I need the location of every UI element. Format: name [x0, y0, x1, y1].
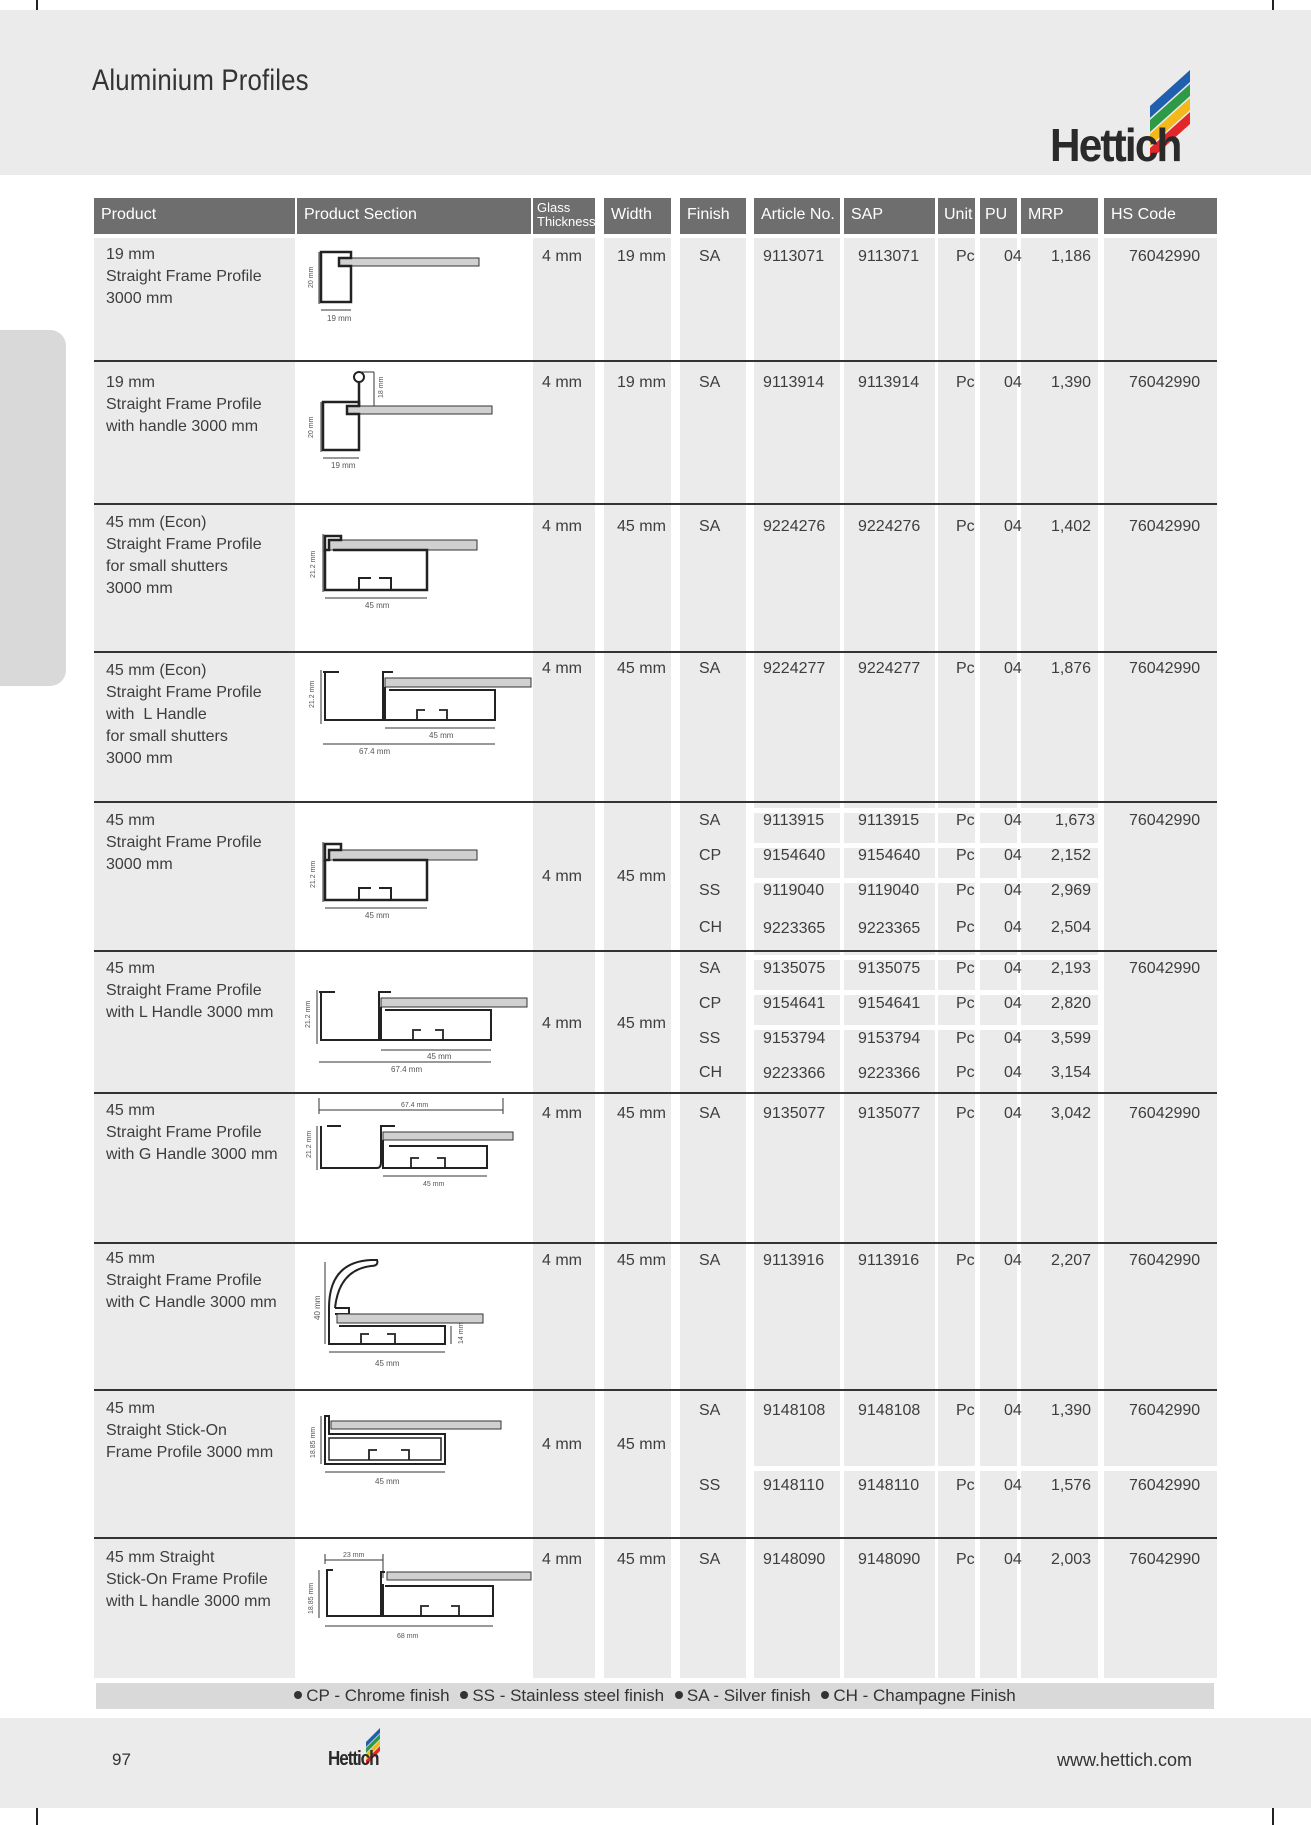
profile-diagram-19mm-handle — [299, 366, 529, 476]
cell-article: 9154641 — [763, 995, 826, 1012]
col-width-bg — [604, 238, 671, 1678]
cell-unit: Pc — [956, 374, 975, 391]
cell-mrp: 3,599 — [1051, 1030, 1092, 1047]
cell-mrp: 3,154 — [1051, 1064, 1092, 1081]
header-product-section: Product Section — [297, 198, 531, 234]
cell-unit: Pc — [956, 847, 975, 864]
svg-text:19 mm: 19 mm — [327, 314, 352, 323]
cell-sap: 9135077 — [858, 1105, 921, 1122]
cell-pu: 04 — [1004, 1252, 1022, 1269]
cell-finish: SA — [699, 1551, 721, 1568]
cell-article: 9224277 — [763, 660, 826, 677]
cell-pu: 04 — [1004, 919, 1022, 936]
cell-finish: SA — [699, 248, 721, 265]
cell-unit: Pc — [956, 660, 975, 677]
profile-diagram-19mm — [299, 248, 529, 348]
brand-wordmark: Hettich — [328, 1748, 379, 1770]
cell-sap: 9224277 — [858, 660, 921, 677]
cell-article: 9153794 — [763, 1030, 826, 1047]
cell-article: 9119040 — [763, 882, 825, 899]
svg-text:19 mm: 19 mm — [331, 461, 356, 470]
svg-text:45 mm: 45 mm — [365, 601, 390, 610]
cell-width: 19 mm — [617, 374, 666, 391]
cell-sap: 9113916 — [858, 1252, 920, 1269]
cell-sap: 9154641 — [858, 995, 921, 1012]
legend-item-cp: CP - Chrome finish — [294, 1686, 449, 1705]
cell-article: 9148108 — [763, 1402, 826, 1419]
cell-glass: 4 mm — [542, 1015, 582, 1032]
cell-finish: SA — [699, 812, 721, 829]
footer-brand-logo — [326, 1724, 396, 1774]
product-name: 45 mm (Econ) Straight Frame Profile with L Handle for small shutters 3000 mm — [106, 662, 262, 767]
cell-mrp: 2,207 — [1051, 1252, 1092, 1269]
cell-width: 45 mm — [617, 518, 666, 535]
bullet-icon — [675, 1691, 683, 1699]
cell-finish: SS — [699, 1477, 721, 1494]
cell-sap: 9148108 — [858, 1402, 921, 1419]
cell-mrp: 1,390 — [1051, 374, 1092, 391]
cell-glass: 4 mm — [542, 374, 582, 391]
cell-mrp: 1,390 — [1051, 1402, 1092, 1419]
cell-pu: 04 — [1004, 518, 1022, 535]
cell-glass: 4 mm — [542, 868, 582, 885]
cell-hs: 76042990 — [1129, 660, 1201, 677]
cell-article: 9135075 — [763, 960, 826, 977]
cell-sap: 9223366 — [858, 1065, 921, 1082]
profile-diagram-45mm-econ — [299, 528, 529, 628]
cell-finish: SA — [699, 1252, 721, 1269]
crop-mark — [36, 1805, 38, 1825]
cell-hs: 76042990 — [1129, 1105, 1201, 1122]
profile-diagram-45mm-econ-l-handle — [299, 666, 533, 766]
cell-unit: Pc — [956, 1064, 975, 1081]
cell-pu: 04 — [1004, 847, 1022, 864]
svg-text:20 mm: 20 mm — [308, 416, 315, 438]
cell-article: 9113071 — [763, 248, 825, 265]
row-divider — [94, 651, 1217, 653]
cell-sap: 9113914 — [858, 374, 920, 391]
crop-mark — [1272, 1805, 1274, 1825]
cell-finish: CH — [699, 1064, 723, 1081]
row-divider — [94, 1537, 1217, 1539]
cell-finish: SA — [699, 1105, 721, 1122]
row-divider — [94, 950, 1217, 952]
brand-wordmark: Hettich — [1050, 119, 1181, 171]
profile-diagram-45mm-stick-on-l-handle — [299, 1548, 533, 1648]
svg-text:21.2 mm: 21.2 mm — [310, 550, 317, 578]
product-name: 19 mm Straight Frame Profile with handle 3000 mm — [106, 374, 262, 435]
legend-item-ch: CH - Champagne Finish — [821, 1686, 1015, 1705]
cell-glass: 4 mm — [542, 1105, 582, 1122]
cell-unit: Pc — [956, 919, 975, 936]
cell-unit: Pc — [956, 960, 975, 977]
svg-text:45 mm: 45 mm — [375, 1477, 400, 1486]
brand-logo — [1050, 66, 1210, 171]
cell-unit: Pc — [956, 248, 975, 265]
cell-finish: SA — [699, 960, 721, 977]
legend-item-sa: SA - Silver finish — [675, 1686, 811, 1705]
row-divider — [94, 1389, 1217, 1391]
cell-unit: Pc — [956, 518, 975, 535]
product-name: 19 mm Straight Frame Profile 3000 mm — [106, 246, 262, 307]
cell-finish: SS — [699, 882, 721, 899]
svg-text:67.4 mm: 67.4 mm — [401, 1102, 429, 1109]
cell-mrp: 1,576 — [1051, 1477, 1092, 1494]
profile-diagram-45mm-stick-on — [299, 1408, 533, 1498]
header-width: Width — [604, 198, 671, 234]
svg-text:18.85 mm: 18.85 mm — [310, 1426, 317, 1458]
svg-text:67.4 mm: 67.4 mm — [391, 1065, 423, 1074]
cell-sap: 9119040 — [858, 882, 920, 899]
cell-unit: Pc — [956, 1252, 975, 1269]
cell-hs: 76042990 — [1129, 960, 1201, 977]
finish-legend — [96, 1683, 1214, 1709]
header-sap: SAP — [844, 198, 935, 234]
cell-sap: 9224276 — [858, 518, 921, 535]
cell-sap: 9113915 — [858, 812, 920, 829]
cell-hs: 76042990 — [1129, 1252, 1201, 1269]
bullet-icon — [821, 1691, 829, 1699]
svg-text:45 mm: 45 mm — [375, 1359, 400, 1368]
cell-hs: 76042990 — [1129, 812, 1201, 829]
profile-diagram-45mm-c-handle — [299, 1248, 533, 1378]
cell-unit: Pc — [956, 1030, 975, 1047]
cell-finish: SA — [699, 660, 721, 677]
svg-text:21.2 mm: 21.2 mm — [309, 680, 316, 708]
cell-article: 9154640 — [763, 847, 826, 864]
cell-width: 45 mm — [617, 660, 666, 677]
cell-width: 45 mm — [617, 1551, 666, 1568]
cell-pu: 04 — [1004, 374, 1022, 391]
cell-unit: Pc — [956, 1402, 975, 1419]
cell-article: 9223365 — [763, 920, 826, 937]
cell-pu: 04 — [1004, 248, 1022, 265]
cell-pu: 04 — [1004, 995, 1022, 1012]
svg-text:45 mm: 45 mm — [429, 731, 454, 740]
svg-text:68 mm: 68 mm — [397, 1633, 419, 1640]
cell-article: 9148110 — [763, 1477, 825, 1494]
product-name: 45 mm Straight Frame Profile with G Handle 3000 mm — [106, 1102, 278, 1163]
cell-hs: 76042990 — [1129, 1477, 1201, 1494]
cell-mrp: 1,876 — [1051, 660, 1092, 677]
profile-diagram-45mm-g-handle — [299, 1096, 533, 1196]
cell-finish: SA — [699, 518, 721, 535]
col-glass-bg — [533, 238, 595, 1678]
product-name: 45 mm Straight Frame Profile with C Handle 3000 mm — [106, 1250, 277, 1311]
profile-diagram-45mm — [299, 828, 529, 938]
cell-hs: 76042990 — [1129, 1402, 1201, 1419]
cell-unit: Pc — [956, 1105, 975, 1122]
cell-finish: CH — [699, 919, 723, 936]
cell-pu: 04 — [1004, 1402, 1022, 1419]
svg-text:21.2 mm: 21.2 mm — [305, 1000, 312, 1028]
cell-pu: 04 — [1004, 660, 1022, 677]
cell-mrp: 2,820 — [1051, 995, 1092, 1012]
header-hs-code: HS Code — [1104, 198, 1217, 234]
svg-text:14 mm: 14 mm — [458, 1322, 465, 1344]
row-divider — [94, 801, 1217, 803]
header-mrp: MRP — [1021, 198, 1098, 234]
cell-article: 9223366 — [763, 1065, 826, 1082]
cell-pu: 04 — [1004, 960, 1022, 977]
header-unit: Unit — [938, 198, 975, 234]
cell-mrp: 2,504 — [1051, 919, 1092, 936]
page-title: Aluminium Profiles — [92, 64, 309, 97]
cell-mrp: 1,186 — [1051, 248, 1092, 265]
cell-finish: SA — [699, 374, 721, 391]
cell-glass: 4 mm — [542, 518, 582, 535]
cell-width: 45 mm — [617, 1252, 666, 1269]
svg-text:20 mm: 20 mm — [308, 266, 315, 288]
cell-mrp: 2,193 — [1051, 960, 1092, 977]
cell-article: 9135077 — [763, 1105, 826, 1122]
cell-sap: 9148090 — [858, 1551, 921, 1568]
cell-unit: Pc — [956, 882, 975, 899]
cell-sap: 9154640 — [858, 847, 921, 864]
cell-unit: Pc — [956, 1477, 975, 1494]
cell-pu: 04 — [1004, 1064, 1022, 1081]
svg-text:18.85 mm: 18.85 mm — [308, 1582, 315, 1614]
cell-unit: Pc — [956, 812, 975, 829]
cell-glass: 4 mm — [542, 1551, 582, 1568]
cell-sap: 9113071 — [858, 248, 920, 265]
cell-sap: 9153794 — [858, 1030, 921, 1047]
cell-article: 9113915 — [763, 812, 825, 829]
cell-width: 45 mm — [617, 1015, 666, 1032]
cell-width: 19 mm — [617, 248, 666, 265]
cell-mrp: 2,152 — [1051, 847, 1092, 864]
cell-sap: 9223365 — [858, 920, 921, 937]
product-name: 45 mm Straight Stick-On Frame Profile with L handle 3000 mm — [106, 1549, 271, 1610]
product-name: 45 mm Straight Frame Profile 3000 mm — [106, 812, 262, 873]
cell-finish: SS — [699, 1030, 721, 1047]
svg-text:45 mm: 45 mm — [365, 911, 390, 920]
cell-finish: CP — [699, 995, 722, 1012]
header-product: Product — [94, 198, 295, 234]
cell-glass: 4 mm — [542, 1436, 582, 1453]
chapter-tab — [0, 330, 66, 686]
cell-hs: 76042990 — [1129, 518, 1201, 535]
row-divider — [94, 1242, 1217, 1244]
cell-article: 9148090 — [763, 1551, 826, 1568]
cell-article: 9113914 — [763, 374, 825, 391]
cell-mrp: 1,402 — [1051, 518, 1092, 535]
header-glass-thickness: Glass Thickness — [533, 198, 595, 234]
cell-finish: CP — [699, 847, 722, 864]
cell-sap: 9135075 — [858, 960, 921, 977]
cell-pu: 04 — [1004, 812, 1022, 829]
cell-width: 45 mm — [617, 868, 666, 885]
cell-width: 45 mm — [617, 1105, 666, 1122]
svg-text:18 mm: 18 mm — [378, 376, 385, 398]
svg-text:40 mm: 40 mm — [313, 1295, 322, 1320]
website-link[interactable]: www.hettich.com — [1057, 1750, 1193, 1770]
cell-glass: 4 mm — [542, 248, 582, 265]
product-name: 45 mm Straight Frame Profile with L Handle 3000 mm — [106, 960, 274, 1021]
cell-mrp: 3,042 — [1051, 1105, 1092, 1122]
cell-hs: 76042990 — [1129, 1551, 1201, 1568]
cell-hs: 76042990 — [1129, 248, 1201, 265]
svg-text:67.4 mm: 67.4 mm — [359, 747, 391, 756]
header-finish: Finish — [680, 198, 746, 234]
cell-finish: SA — [699, 1402, 721, 1419]
svg-text:45 mm: 45 mm — [427, 1052, 452, 1061]
row-divider — [94, 1092, 1217, 1094]
svg-text:45 mm: 45 mm — [423, 1181, 445, 1188]
page-number: 97 — [112, 1750, 131, 1769]
variant-divider — [754, 1466, 1217, 1471]
cell-width: 45 mm — [617, 1436, 666, 1453]
cell-mrp: 2,003 — [1051, 1551, 1092, 1568]
cell-unit: Pc — [956, 995, 975, 1012]
cell-pu: 04 — [1004, 882, 1022, 899]
header-pu: PU — [980, 198, 1017, 234]
row-divider — [94, 360, 1217, 362]
cell-article: 9113916 — [763, 1252, 825, 1269]
cell-mrp: 1,673 — [1055, 812, 1096, 829]
bullet-icon — [460, 1691, 468, 1699]
header-article-no: Article No. — [754, 198, 840, 234]
cell-mrp: 2,969 — [1051, 882, 1092, 899]
cell-unit: Pc — [956, 1551, 975, 1568]
cell-sap: 9148110 — [858, 1477, 920, 1494]
cell-pu: 04 — [1004, 1105, 1022, 1122]
cell-hs: 76042990 — [1129, 374, 1201, 391]
cell-pu: 04 — [1004, 1030, 1022, 1047]
legend-item-ss: SS - Stainless steel finish — [460, 1686, 664, 1705]
profile-diagram-45mm-l-handle — [299, 988, 533, 1088]
product-name: 45 mm (Econ) Straight Frame Profile for small shutters 3000 mm — [106, 514, 262, 597]
svg-text:21.2 mm: 21.2 mm — [310, 860, 317, 888]
row-divider — [94, 503, 1217, 505]
cell-glass: 4 mm — [542, 1252, 582, 1269]
cell-pu: 04 — [1004, 1477, 1022, 1494]
cell-glass: 4 mm — [542, 660, 582, 677]
cell-pu: 04 — [1004, 1551, 1022, 1568]
svg-text:23 mm: 23 mm — [343, 1552, 365, 1559]
cell-article: 9224276 — [763, 518, 826, 535]
product-name: 45 mm Straight Stick-On Frame Profile 3000 mm — [106, 1400, 274, 1461]
bullet-icon — [294, 1691, 302, 1699]
svg-text:21.2 mm: 21.2 mm — [306, 1130, 313, 1158]
